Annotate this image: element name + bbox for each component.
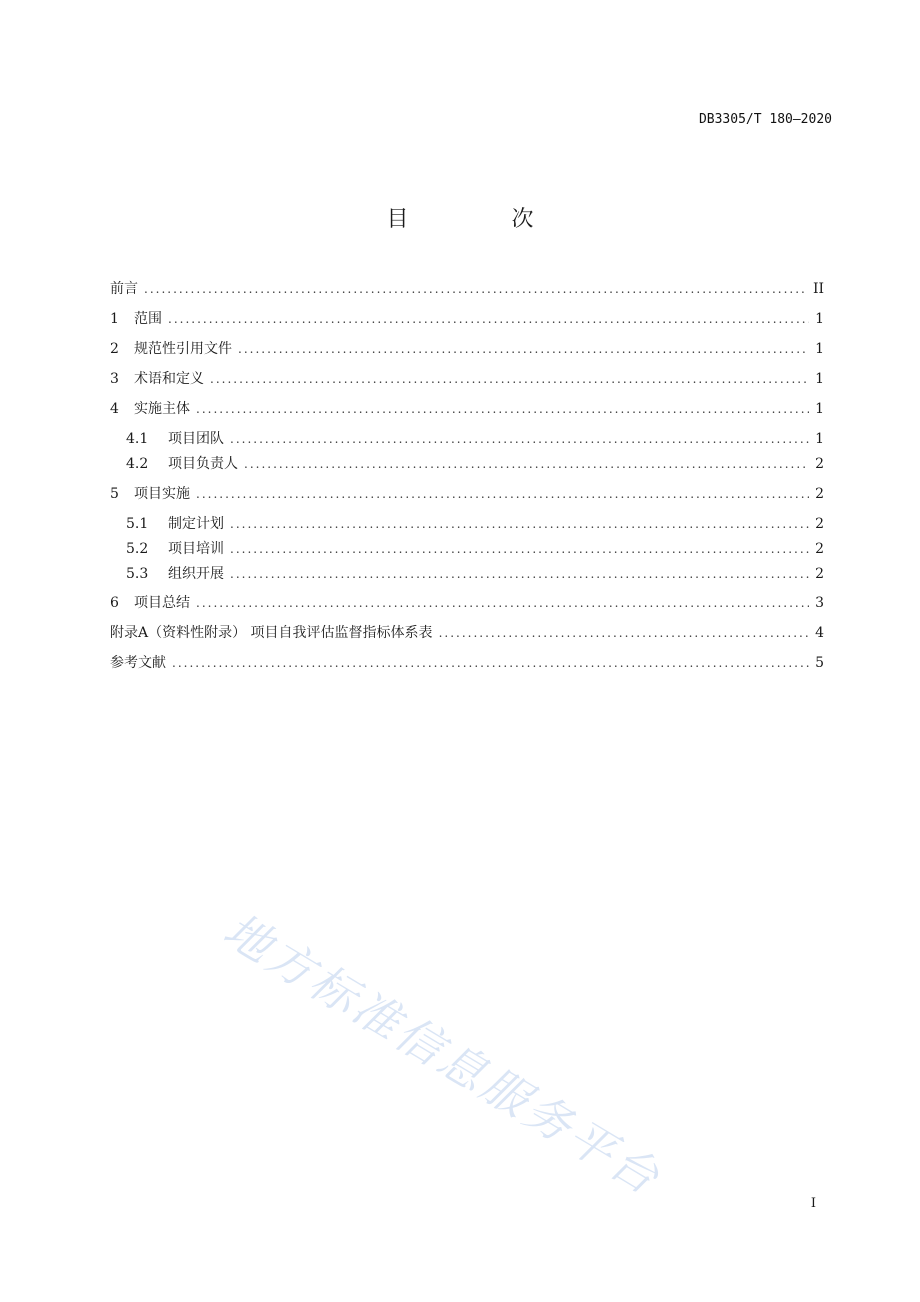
toc-entry-terms-definitions[interactable] [110, 368, 824, 390]
dot-leader [244, 453, 809, 475]
toc-entry-implementing-body[interactable] [110, 398, 824, 420]
toc-entry-label: 项目培训 [168, 541, 224, 557]
toc-entry-page: 2 [815, 456, 824, 472]
toc-entry-normative-references[interactable] [110, 338, 824, 360]
dot-leader [230, 513, 809, 535]
dot-leader [210, 368, 809, 390]
toc-entry-project-leader[interactable] [110, 453, 824, 475]
toc-entry-page: 2 [815, 541, 824, 557]
toc-entry-page: 1 [815, 431, 824, 447]
toc-entry-label: 前言 [110, 281, 138, 297]
toc-entry-page: 2 [815, 566, 824, 582]
document-code: DB3305/T 180—2020 [698, 112, 832, 127]
toc-entry-label: 项目负责人 [168, 456, 238, 472]
toc-entry-foreword[interactable] [110, 278, 824, 300]
toc-entry-page: 1 [815, 371, 824, 387]
toc-entry-label: 项目总结 [134, 595, 190, 611]
dot-leader [196, 592, 809, 614]
dot-leader [230, 538, 809, 560]
toc-entry-page: 3 [815, 595, 824, 611]
toc-entry-page: II [812, 281, 824, 297]
toc-entry-label: 制定计划 [168, 516, 224, 532]
toc-entry-number: 5.1 [126, 516, 149, 532]
dot-leader [144, 278, 807, 300]
dot-leader [172, 652, 809, 674]
dot-leader [168, 308, 809, 330]
toc-entry-label: 组织开展 [168, 566, 224, 582]
toc-entry-number: 4 [110, 401, 119, 417]
toc-entry-page: 1 [815, 401, 824, 417]
dot-leader [439, 622, 810, 644]
page-title: 目 次 [386, 207, 582, 232]
toc-entry-label: 范围 [134, 311, 162, 327]
toc-entry-scope[interactable] [110, 308, 824, 330]
toc-entry-number: 6 [110, 595, 119, 611]
toc-entry-page: 1 [815, 341, 824, 357]
toc-entry-number: 2 [110, 341, 119, 357]
toc-entry-label: 术语和定义 [134, 371, 204, 387]
toc-entry-number: 4.2 [126, 456, 149, 472]
toc-entry-project-team[interactable] [110, 428, 824, 450]
toc-entry-planning[interactable] [110, 513, 824, 535]
toc-entry-label: 项目实施 [134, 486, 190, 502]
toc-entry-page: 5 [815, 655, 824, 671]
dot-leader [196, 483, 809, 505]
toc-entry-label: 项目团队 [168, 431, 224, 447]
toc-entry-number: 3 [110, 371, 119, 387]
toc-entry-project-implementation[interactable] [110, 483, 824, 505]
toc-entry-project-summary[interactable] [110, 592, 824, 614]
toc-entry-appendix-a[interactable] [110, 622, 824, 644]
toc-entry-number: 5.3 [126, 566, 149, 582]
dot-leader [230, 428, 809, 450]
toc-entry-training[interactable] [110, 538, 824, 560]
toc-entry-page: 2 [815, 486, 824, 502]
page-number: I [810, 1196, 816, 1211]
toc-entry-label: 参考文献 [110, 655, 166, 671]
watermark: 地方标准信息服务平台 [214, 902, 671, 1207]
toc-entry-number: 4.1 [126, 431, 149, 447]
toc-entry-number: 1 [110, 311, 119, 327]
toc-entry-number: 5.2 [126, 541, 149, 557]
toc-entry-label: 附录A（资料性附录） 项目自我评估监督指标体系表 [110, 625, 433, 641]
dot-leader [238, 338, 809, 360]
dot-leader [196, 398, 809, 420]
toc-entry-label: 实施主体 [134, 401, 190, 417]
toc-entry-page: 4 [815, 625, 824, 641]
toc-entry-page: 2 [815, 516, 824, 532]
toc-entry-number: 5 [110, 486, 119, 502]
toc-entry-label: 规范性引用文件 [134, 341, 232, 357]
toc-entry-bibliography[interactable] [110, 652, 824, 674]
toc-entry-page: 1 [815, 311, 824, 327]
toc-entry-organization[interactable] [110, 563, 824, 585]
dot-leader [230, 563, 809, 585]
